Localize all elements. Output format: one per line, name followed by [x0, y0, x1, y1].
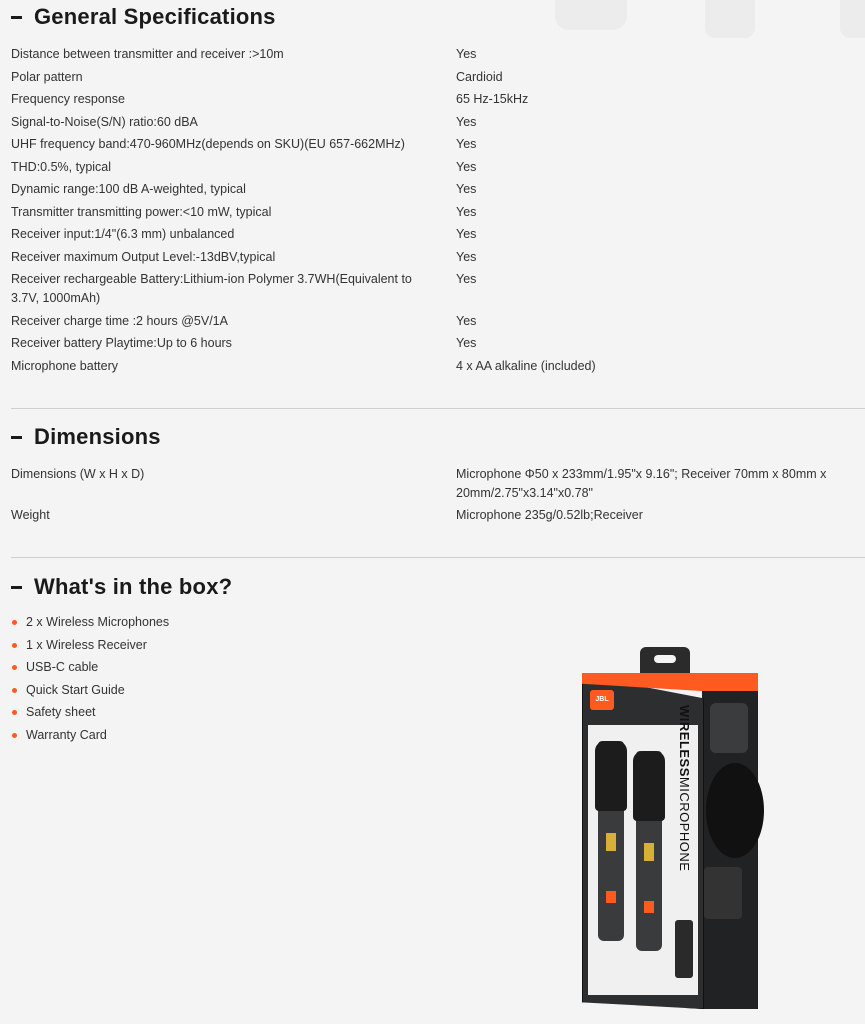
bullet-dot-icon [12, 733, 17, 738]
bullet-dot-icon [12, 665, 17, 670]
spec-value: Yes [456, 227, 477, 241]
section-title: Dimensions [34, 424, 161, 449]
microphone-image [636, 751, 662, 951]
minus-icon[interactable] [11, 16, 22, 19]
spec-value: 4 x AA alkaline (included) [456, 359, 596, 373]
spec-value: Microphone 235g/0.52lb;Receiver [456, 508, 643, 522]
spec-label: Microphone battery [11, 359, 119, 373]
whats-in-the-box-header[interactable] [11, 570, 865, 604]
box-item-label: Safety sheet [26, 705, 96, 719]
divider [11, 557, 865, 558]
spec-label: Polar pattern [11, 70, 83, 84]
spec-label: Transmitter transmitting power:<10 mW, typical [11, 205, 272, 219]
spec-label: Distance between transmitter and receiver :>10m [11, 47, 284, 61]
spec-label: Signal-to-Noise(S/N) ratio:60 dBA [11, 115, 198, 129]
box-item-label: Quick Start Guide [26, 682, 125, 697]
bullet-dot-icon [12, 620, 17, 625]
spec-label: Receiver charge time :2 hours @5V/1A [11, 314, 228, 328]
spec-value: Microphone Φ50 x 233mm/1.95"x 9.16"; Receiver 70mm x 80mm x 20mm/2.75"x3.14"x0.78" [456, 467, 827, 500]
spec-label: THD:0.5%, typical [11, 160, 112, 174]
bullet-dot-icon [12, 688, 17, 693]
spec-table [11, 454, 865, 544]
spec-label: Dimensions (W x H x D) [11, 467, 145, 481]
spec-label: Weight [11, 508, 50, 522]
spec-label: Receiver input:1/4"(6.3 mm) unbalanced [11, 227, 235, 241]
spec-value: Yes [456, 137, 477, 151]
box-item-label: USB-C cable [26, 660, 99, 674]
spec-label: Receiver maximum Output Level:-13dBV,typical [11, 250, 276, 264]
minus-icon[interactable] [11, 436, 22, 439]
spec-label: Receiver rechargeable Battery:Lithium-ion Polymer 3.7WH(Equivalent to 3.7V, 1000mAh) [11, 272, 412, 305]
divider [11, 408, 865, 409]
bullet-dot-icon [12, 710, 17, 715]
spec-value: Yes [456, 160, 477, 174]
dimensions-header[interactable] [11, 420, 865, 454]
box-item-label: Warranty Card [26, 727, 107, 742]
section-title: What's in the box? [34, 574, 233, 599]
receiver-image [704, 867, 742, 919]
box-item [11, 611, 865, 634]
spec-value: 65 Hz-15kHz [456, 92, 529, 106]
microphone-image [598, 741, 624, 941]
spec-value: Cardioid [456, 70, 503, 84]
spec-value: Yes [456, 205, 477, 219]
spec-label: Frequency response [11, 92, 125, 106]
mic-grille-image [706, 763, 764, 858]
spec-table [11, 34, 865, 394]
box-item-label: 1 x Wireless Receiver [26, 637, 147, 652]
spec-label: Receiver battery Playtime:Up to 6 hours [11, 336, 232, 350]
spec-value: Yes [456, 336, 477, 350]
minus-icon[interactable] [11, 586, 22, 589]
general-specifications-section [11, 0, 865, 394]
package-title: WIRELESSMICROPHONE [677, 705, 692, 872]
spec-value: Yes [456, 47, 477, 61]
spec-label: Dynamic range:100 dB A-weighted, typical [11, 182, 246, 196]
spec-value: Yes [456, 250, 477, 264]
jbl-logo: JBL [590, 690, 614, 710]
box-item-label: 2 x Wireless Microphones [26, 615, 170, 629]
dimensions-section [11, 420, 865, 544]
spec-value: Yes [456, 314, 477, 328]
spec-value: Yes [456, 272, 477, 286]
spec-value: Yes [456, 115, 477, 129]
bullet-dot-icon [12, 643, 17, 648]
product-image [578, 645, 758, 1015]
receiver-cap-image [710, 703, 748, 753]
spec-value: Yes [456, 182, 477, 196]
spec-label: UHF frequency band:470-960MHz(depends on SKU)(EU 657-662MHz) [11, 137, 405, 151]
section-title: General Specifications [34, 4, 276, 29]
general-specifications-header[interactable] [11, 0, 865, 34]
